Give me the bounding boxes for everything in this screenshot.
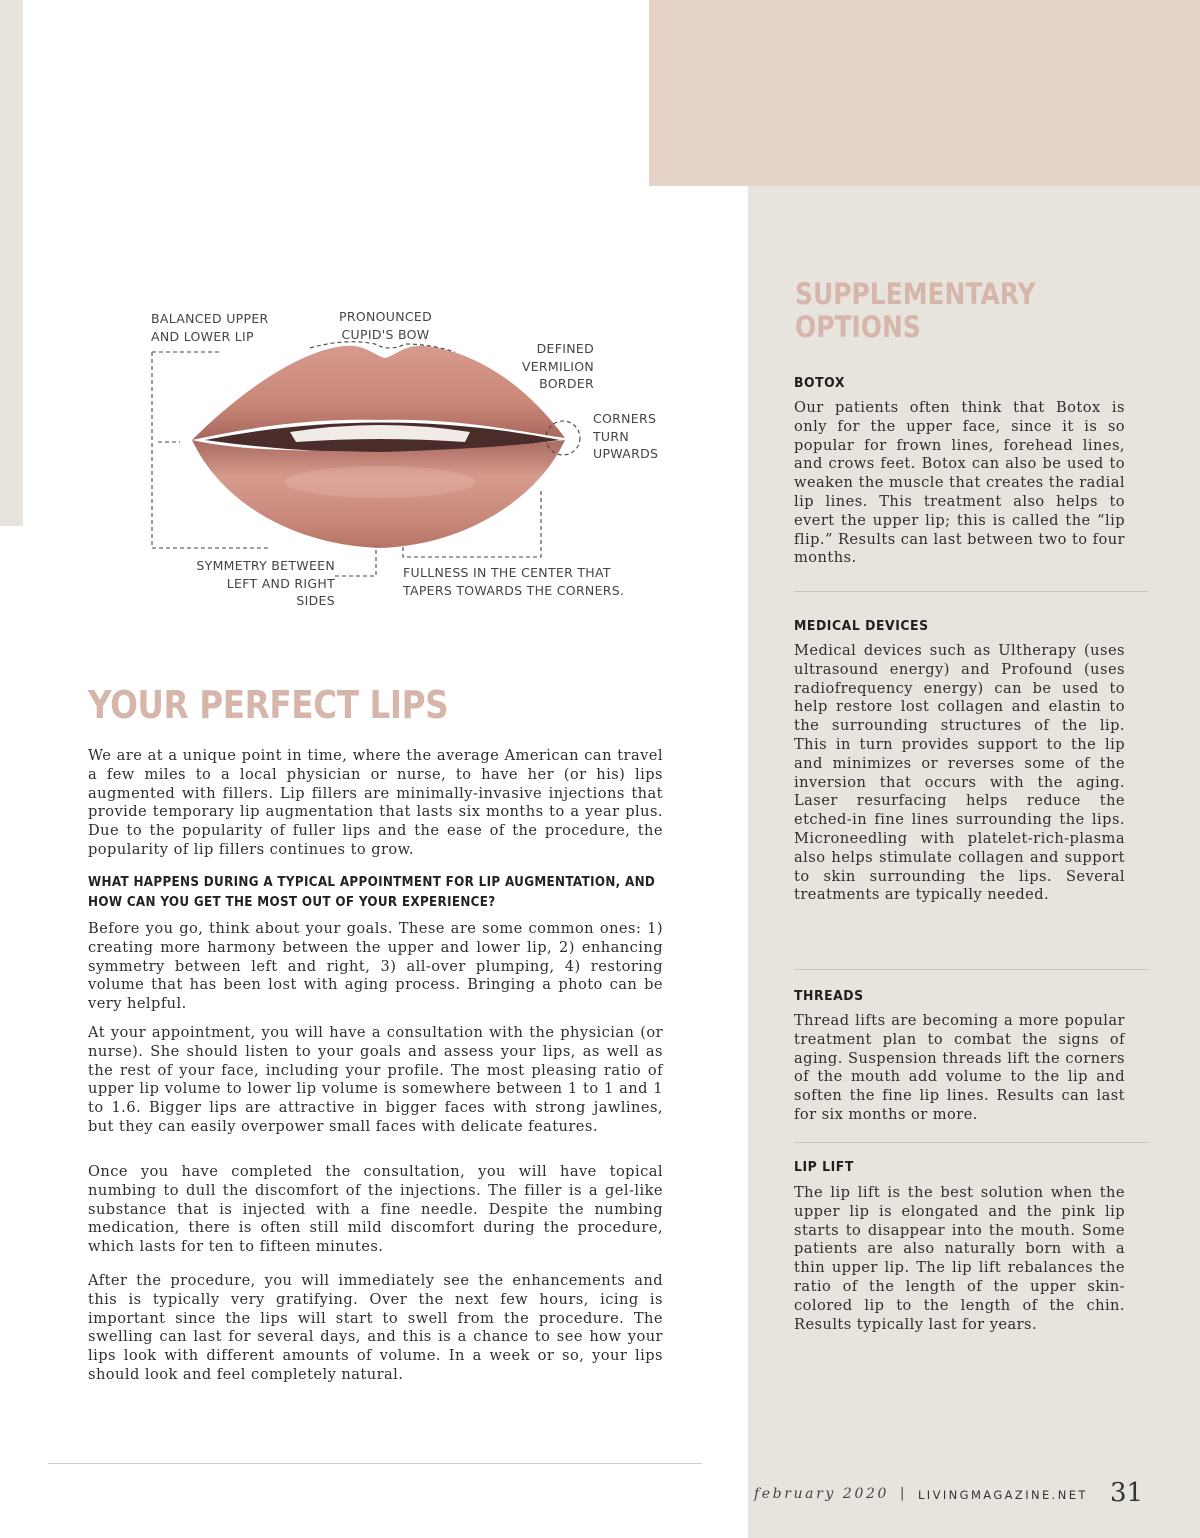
page-number: 31: [1110, 1478, 1144, 1508]
footer-issue-date: february 2020: [754, 1486, 889, 1502]
footer-website-link[interactable]: LIVINGMAGAZINE.NET: [918, 1488, 1088, 1502]
sidebar-heading-botox: BOTOX: [794, 375, 845, 391]
sidebar-divider: [794, 591, 1148, 592]
sidebar-divider: [794, 969, 1148, 970]
label-cupids-bow: PRONOUNCED CUPID'S BOW: [339, 309, 433, 342]
label-vermilion-border: DEFINED VERMILION BORDER: [521, 341, 594, 391]
symmetry-leader: [335, 546, 376, 576]
sidebar-heading-lip-lift: LIP LIFT: [794, 1159, 854, 1175]
sidebar-title: SUPPLEMENTARY OPTIONS: [795, 277, 1036, 344]
page-footer: [754, 1478, 1144, 1512]
sidebar-text-lip-lift: The lip lift is the best solution when the upper lip is elongated and the pink lip starts to disappear into the mouth. Some patients are also naturally born with a thin upper lip. The lip lift rebalances the ratio of the length of the upper skin-colored lip to the length of the chin. Results typically last for years.: [794, 1184, 1125, 1333]
sidebar-text-threads: Thread lifts are becoming a more popular treatment plan to combat the signs of aging. Suspension threads lift the corners of the mouth add volume to the lip and soften the fine lip lines. Results can last for six months or more.: [794, 1012, 1125, 1123]
lower-lip-highlight: [285, 466, 475, 498]
lip-diagram: [0, 0, 700, 620]
sidebar-divider: [794, 1142, 1148, 1143]
label-fullness: FULLNESS IN THE CENTER THAT TAPERS TOWARDS THE CORNERS.: [403, 565, 625, 598]
article-paragraph: After the procedure, you will immediately see the enhancements and this is typically very gratifying. Over the next few hours, icing is important since the lips will start to swell from the procedure. The swelling can last for several days, and this is a chance to see how your lips look with different amounts of volume. In a week or so, your lips should look and feel completely natural.: [88, 1272, 663, 1383]
sidebar-text-botox: Our patients often think that Botox is only for the upper face, since it is so popular for frown lines, forehead lines, and crows feet. Botox can also be used to weaken the muscle that creates the radial lip lines. This treatment also helps to evert the upper lip; this is called the “lip flip.” Results can last between two to four months.: [794, 399, 1125, 567]
sidebar-heading-medical-devices: MEDICAL DEVICES: [794, 618, 929, 634]
article-paragraph: Before you go, think about your goals. These are some common ones: 1) creating more harmony between the upper and lower lip, 2) enhancing symmetry between left and right, 3) all-over plumping, 4) restoring volume that has been lost with aging process. Bringing a photo can be very helpful.: [88, 920, 663, 1013]
decorative-pink-block: [649, 0, 1200, 186]
label-corners: CORNERS TURN UPWARDS: [593, 411, 659, 461]
sidebar-text-medical-devices: Medical devices such as Ultherapy (uses ultrasound energy) and Profound (uses radiofrequency energy) can be used to help restore lost collagen and elastin to the surrounding structures of the lip. This in turn provides support to the lip and minimizes or reverses some of the inversion that occurs with the aging. Laser resurfacing helps reduce the etched-in fine lines surrounding the lips. Microneedling with platelet-rich-plasma also helps stimulate collagen and support to skin surrounding the lips. Several treatments are typically needed.: [794, 642, 1125, 904]
label-symmetry: SYMMETRY BETWEEN LEFT AND RIGHT SIDES: [196, 558, 335, 608]
article-paragraph: Once you have completed the consultation, you will have topical numbing to dull the discomfort of the injections. The filler is a gel-like substance that is injected with a fine needle. Despite the numbing medication, there is often still mild discomfort during the procedure, which lasts for ten to fifteen minutes.: [88, 1163, 663, 1256]
bottom-divider: [48, 1463, 702, 1464]
article-paragraph: At your appointment, you will have a consultation with the physician (or nurse). She should listen to your goals and assess your lips, as well as the rest of your face, including your profile. The most pleasing ratio of upper lip volume to lower lip volume is somewhere between 1 to 1 and 1 to 1.6. Bigger lips are attractive in bigger faces with strong jawlines, but they can easily overpower small faces with delicate features.: [88, 1024, 663, 1135]
footer-separator: |: [900, 1486, 905, 1501]
label-balanced-lips: BALANCED UPPER AND LOWER LIP: [151, 311, 269, 344]
article-paragraph: We are at a unique point in time, where the average American can travel a few miles to a local physician or nurse, to have her (or his) lips augmented with fillers. Lip fillers are minimally-invasive injections that provide temporary lip augmentation that lasts six months to a year plus. Due to the popularity of fuller lips and the ease of the procedure, the popularity of lip fillers continues to grow.: [88, 747, 663, 858]
article-subheading: WHAT HAPPENS DURING A TYPICAL APPOINTMENT FOR LIP AUGMENTATION, AND HOW CAN YOU GET THE MOST OUT OF YOUR EXPERIENCE?: [88, 875, 656, 910]
sidebar-heading-threads: THREADS: [794, 988, 864, 1004]
article-title: YOUR PERFECT LIPS: [88, 683, 449, 727]
